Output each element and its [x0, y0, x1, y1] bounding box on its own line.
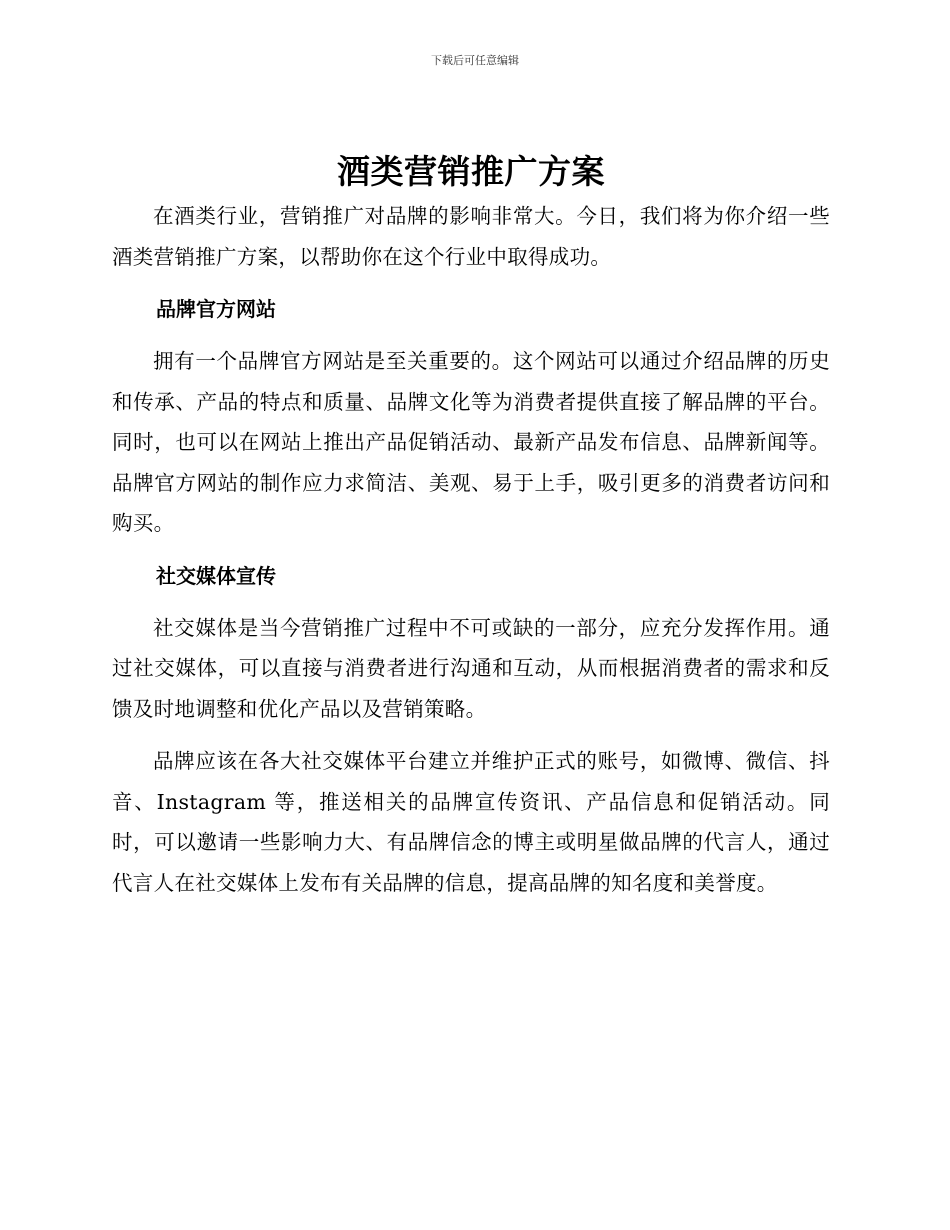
header-note: 下载后可任意编辑 [431, 54, 519, 67]
document-body [112, 150, 830, 903]
social-media-paragraph-1: 社交媒体是当今营销推广过程中不可或缺的一部分，应充分发挥作用。通过社交媒体，可以直接与消费者进行沟通和互动，从而根据消费者的需求和反馈及时地调整和优化产品以及营销策略。 [112, 615, 830, 721]
section-heading-social-media: 社交媒体宣传 [156, 563, 276, 588]
social-media-paragraph-2: 品牌应该在各大社交媒体平台建立并维护正式的账号，如微博、微信、抖音、Instagram 等，推送相关的品牌宣传资讯、产品信息和促销活动。同时，可以邀请一些影响力大、有品牌信念的博主或明星做品牌的代言人，通过代言人在社交媒体上发布有关品牌的信息，提高品牌的知名度和美誉度。 [112, 749, 830, 895]
section-heading-website: 品牌官方网站 [156, 297, 276, 321]
website-paragraph: 拥有一个品牌官方网站是至关重要的。这个网站可以通过介绍品牌的历史和传承、产品的特点和质量、品牌文化等为消费者提供直接了解品牌的平台。同时，也可以在网站上推出产品促销活动、最新产品发布信息、品牌新闻等。品牌官方网站的制作应力求简洁、美观、易于上手，吸引更多的消费者访问和购买。 [112, 349, 830, 535]
document-title: 酒类营销推广方案 [337, 152, 605, 191]
intro-paragraph: 在酒类行业，营销推广对品牌的影响非常大。今日，我们将为你介绍一些酒类营销推广方案，以帮助你在这个行业中取得成功。 [112, 204, 830, 269]
